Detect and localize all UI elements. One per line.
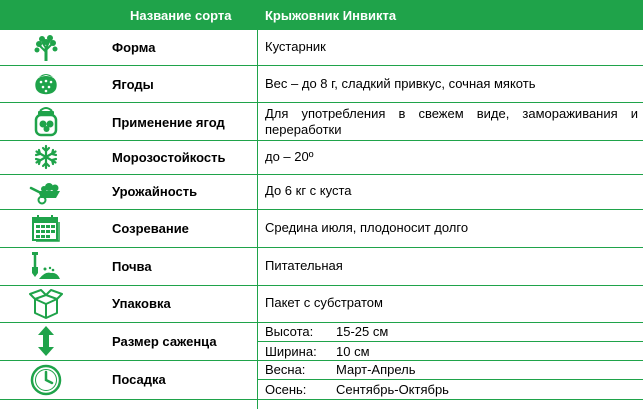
row-name: Применение ягод — [112, 115, 225, 130]
jar-icon — [0, 102, 92, 140]
height-value: 15-25 см — [336, 324, 389, 339]
wheelbarrow-icon — [0, 174, 92, 209]
row-value: Средина июля, плодоносит долго — [265, 220, 469, 235]
row-value: Для употребления в свежем виде, замораживания и переработки — [265, 106, 638, 137]
clock-icon — [0, 360, 92, 399]
tree-icon — [0, 30, 92, 65]
row-name: Размер саженца — [112, 334, 217, 349]
spring-label: Весна: — [265, 362, 306, 377]
row-value: Вес – до 8 г, сладкий привкус, сочная мякоть — [265, 76, 536, 91]
height-label: Высота: — [265, 324, 314, 339]
table-row-frost — [0, 140, 643, 175]
table-row-planting — [0, 360, 643, 400]
row-name: Форма — [112, 40, 156, 55]
table-row-soil — [0, 247, 643, 286]
arrow-updown-icon — [0, 322, 92, 360]
row-name: Морозостойкость — [112, 150, 226, 165]
shovel-icon — [0, 247, 92, 285]
autumn-label: Осень: — [265, 382, 307, 397]
berry-icon — [0, 65, 92, 102]
row-name: Посадка — [112, 372, 166, 387]
table-row-package — [0, 285, 643, 323]
box-icon — [0, 285, 92, 322]
snowflake-icon — [0, 140, 92, 174]
calendar-icon — [0, 209, 92, 247]
row-name: Урожайность — [112, 184, 198, 199]
row-value: До 6 кг с куста — [265, 183, 352, 198]
spring-value: Март-Апрель — [336, 362, 416, 377]
header-variety-name: Крыжовник Инвикта — [265, 8, 397, 23]
table-row-ripening — [0, 209, 643, 248]
table-row-form — [0, 30, 643, 66]
table-row-seedling-size — [0, 322, 643, 361]
row-value: Питательная — [265, 258, 343, 273]
table-row-berries — [0, 65, 643, 103]
header-variety-label: Название сорта — [130, 8, 232, 23]
row-value: Кустарник — [265, 39, 326, 54]
row-name: Созревание — [112, 221, 189, 236]
table-row-usage — [0, 102, 643, 141]
row-name: Упаковка — [112, 296, 171, 311]
table-header — [0, 0, 643, 30]
width-label: Ширина: — [265, 344, 317, 359]
row-name: Ягоды — [112, 77, 154, 92]
width-value: 10 см — [336, 344, 370, 359]
autumn-value: Сентябрь-Октябрь — [336, 382, 449, 397]
row-value: до – 20º — [265, 149, 314, 164]
sub-divider — [258, 341, 643, 342]
sub-divider — [258, 379, 643, 380]
row-value: Пакет с субстратом — [265, 295, 383, 310]
table-row-yield — [0, 174, 643, 210]
row-name: Почва — [112, 259, 152, 274]
